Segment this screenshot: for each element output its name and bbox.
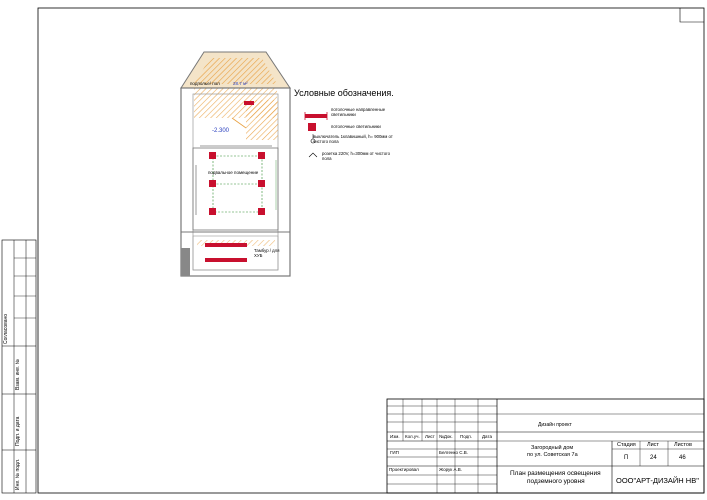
- ceiling-fixture-symbol: [308, 123, 316, 131]
- stamp-sign-date: Подп. и дата: [15, 416, 21, 446]
- tb-sheet-header: Лист: [647, 442, 659, 448]
- ceiling-fixtures: [209, 152, 265, 215]
- legend-item-directional: потолочные направленные светильники: [331, 107, 386, 118]
- tb-header-doc: №Док.: [439, 434, 453, 439]
- tb-object-line1: Загородный дом: [531, 445, 574, 451]
- tb-sheet: 24: [650, 455, 657, 461]
- level-mark: -2.300: [212, 128, 230, 134]
- tb-header-date: Дата: [482, 434, 492, 439]
- tb-project-type: Дизайн проект: [538, 422, 572, 428]
- tb-header-sign: Подп.: [460, 434, 472, 439]
- stamp-agreed: Согласовано: [3, 313, 9, 344]
- tb-stage-header: Стадия: [617, 442, 636, 448]
- legend-title: Условные обозначения.: [294, 88, 394, 98]
- boiler-label: Тамбур / для ХУБ: [254, 248, 280, 259]
- legend-item-socket: розетка 220V, h=300мм от чистого пола: [322, 151, 391, 162]
- tb-designer-name: Жорук А.В.: [439, 467, 463, 472]
- tb-stage: П: [624, 455, 629, 461]
- tb-sheet-title-1: План размещения освещения: [510, 470, 601, 477]
- tb-gip-role: ГИП: [390, 450, 399, 455]
- tb-header-count: Кол.уч.: [405, 434, 420, 439]
- tb-company: ООО"АРТ-ДИЗАЙН НВ": [616, 476, 699, 485]
- crawlspace-label: подполье/ пол: [190, 81, 220, 86]
- crawlspace-area: 28.7 м²: [233, 81, 248, 86]
- sheet-frame: [38, 8, 704, 493]
- legend-item-ceiling: потолочные светильники: [331, 124, 381, 129]
- legend-item-switch: выключатель 1клавишный, h= 900мм от чистого пола: [313, 134, 393, 145]
- tb-sheets: 46: [679, 455, 686, 461]
- tb-designer-role: Проектировал: [389, 467, 419, 472]
- stamp-inv-orig: Инв. № подл.: [15, 458, 21, 490]
- tb-gip-name: Белгенко С.В.: [439, 450, 468, 455]
- tb-header-sheet: Лист: [425, 434, 435, 439]
- socket-symbol: [309, 153, 317, 157]
- tb-header-change: Изм.: [390, 434, 400, 439]
- directional-fixture-symbol: [305, 114, 327, 118]
- basement-label: подвальное помещение: [208, 170, 259, 175]
- stamp-inv-replace: Взам. инв. №: [15, 359, 21, 390]
- tb-sheet-title-2: подземного уровня: [527, 478, 585, 485]
- tb-sheets-header: Листов: [674, 442, 692, 448]
- tb-object-line2: по ул. Советская 7а: [527, 452, 578, 458]
